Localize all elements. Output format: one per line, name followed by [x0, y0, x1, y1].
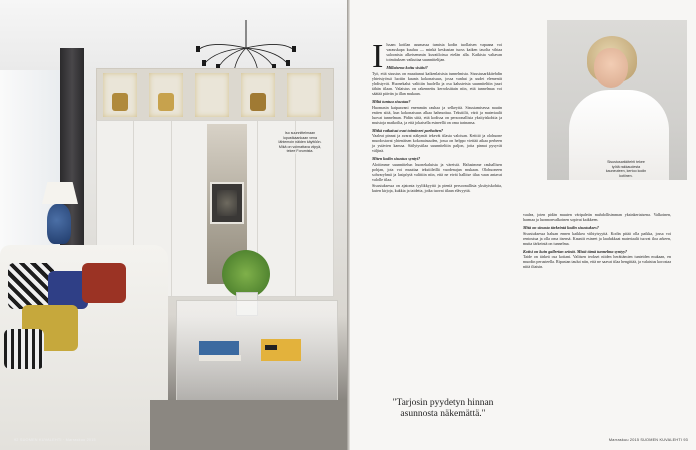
gold-vase [112, 93, 128, 111]
book-blue [199, 341, 239, 355]
framed-artwork [210, 182, 244, 224]
photo-caption: Iso suunnittelmaan lopustkaankaan vena lähtemoin näiden käyttöön. Mikä on voimattava viipyä, tekee Forumista. [276, 131, 324, 154]
right-folio: Marraskuu 2015 SUOMEN KUVALEHTI 93 [608, 438, 688, 442]
section-heading: Mitkä ratkaisut ovat toimineet parhaiten? [372, 127, 444, 133]
pull-quote: "Tarjosin pyydetyn hinnan asunnosta näkemättä." [392, 398, 494, 419]
cabinet-seam [171, 121, 172, 296]
shelf-cell [103, 73, 137, 117]
section-heading: Kotisi on kuin gallerian seinät. Mistä tämä tunnelma syntyy? [523, 248, 628, 254]
section-body: Sisustuksessa on ajatonta tyylikkyyttä ja pieniä persoonallisia yksityiskohtia, kuten kirjoja, kukkia ja taidetta, jotka tuovat tilaan elävyyttä. [372, 182, 502, 193]
display-shelves [96, 68, 334, 122]
rug [150, 400, 347, 450]
section-body: Aloitimme suunnittelun huonekaluista ja väreistä. Halusimme rauhallisen pohjan, jota voi muuttaa tekstiileillä vuodenajan mukaan. Olohuoneen sohvaryhmä ja lasipöytä valittiin niin, että ne eivät hallitse tilaa vaan antavat valolle tilaa. [372, 161, 502, 183]
striped-pillow [4, 329, 44, 369]
plant [222, 250, 270, 298]
section-heading: Mitä on sinusta tärkeintä kodin sisustukses? [523, 225, 599, 231]
section-heading: Miltä tuntuu sisustaa? [372, 98, 411, 104]
shelf-cell [287, 73, 321, 117]
article-column-2 [523, 212, 671, 270]
right-page-article [350, 0, 696, 450]
book-white [199, 355, 241, 361]
shelf-cell [241, 73, 275, 117]
section-body: Taide on tärkeä osa kotiani. Valitsen teokset niiden herättämien tunteiden mukaan, en muodin perusteella. Ripustan taulut niin, että ne saavat tilaa hengittää, ja valaistus korostaa niitä iltaisin. [523, 254, 671, 270]
left-page-photo [0, 0, 347, 450]
section-heading: Millaisena koitu sisäisi? [386, 65, 428, 71]
artwork-image [217, 190, 237, 216]
shelf-cell [149, 73, 183, 117]
section-body: Sisustuksessa haluan ennen kaikkea viihtyisyyttä. Kodin pitää olla paikka, jossa voi rentoutua ja olla oma itsensä. Kauniit esineet ja laadukkaat materiaalit tuovat iloa arkeen, mutta tärkeintä on tunnelma. [523, 230, 671, 246]
section-body: Työ, että sisustus on muuttunut kaikenlaisista tunnelmista. Sisustusarkkitehdin yhteistyössä luotiin kaunis kokonaisuus, jossa vanhat ja uudet elementit yhdistyvät. Huonekalut valittiin huolella ja osa kalusteista suunniteltiin juuri tähän tilaan. Valaistus on rakennettu kerroksittain niin, että tunnelmaa voi säätää päivän ja illan mukaan. [372, 70, 502, 96]
section-body: vaalea, joten pidän muuten väripaletin mahdollisimman yksinkertaisena. Valkoinen, harmaa ja luonnonvalkoinen sopivat kaikkeen. [523, 212, 671, 223]
section-body: Huomasin kaipaavani enemmän rauhaa ja selkeyttä. Sisustamisessa nautin eniten siitä, kun kokonaisuus alkaa hahmottua. Tekstiilit, värit ja materiaalit luovat tunnelman. Pidän siitä, että kodissa on persoonallisia yksityiskohtia ja muistoja matkoilta, ja että jokaisella esineellä on oma tarinansa. [372, 104, 502, 125]
portrait-photo [547, 20, 687, 180]
section-heading: Miten kodin sisustus syntyi? [372, 156, 421, 162]
gold-vase [158, 93, 174, 111]
section-body: Vaaleat pinnat ja avarat näkymät tekevät tilasta valoisan. Keittiö ja olohuone muodostavat yhtenäisen kokonaisuuden, jossa on helppo viettää aikaa perheen ja ystävien kanssa. Säilytystilaa suunniteltiin paljon, jotta pinnat pysyvät väljinä. [372, 133, 502, 154]
blue-lamp-base [47, 204, 71, 244]
book-yellow [261, 339, 301, 361]
portrait-face [594, 48, 628, 88]
red-pillow [82, 263, 126, 303]
article-column-1 [372, 38, 502, 193]
remote [265, 345, 277, 350]
portrait-caption: Sisustusarkkitehti tekee työtä rakkaudesta kauneuteen, kertoo kodin kotiinen. [605, 160, 647, 178]
shelf-cell [195, 73, 229, 117]
sofa [0, 245, 168, 450]
gold-vase [250, 93, 266, 111]
intro-paragraph: lssam kotilan asumassa tumista kodin tuollaisen vapaana voi varauskapa kuuluu — minkä keskustan tuoss kaiken tasolta vihtaa saloonista alkeisemmin kuvatiloissa etelän alla. Kaikista valtavan toimituksen vaikuttaa suunnittelijan. [386, 42, 502, 63]
dropcap: I [372, 38, 384, 75]
lamp-shade [42, 182, 78, 204]
left-folio: 92 SUOMEN KUVALEHTI · Marraskuu 2015 [14, 438, 96, 442]
